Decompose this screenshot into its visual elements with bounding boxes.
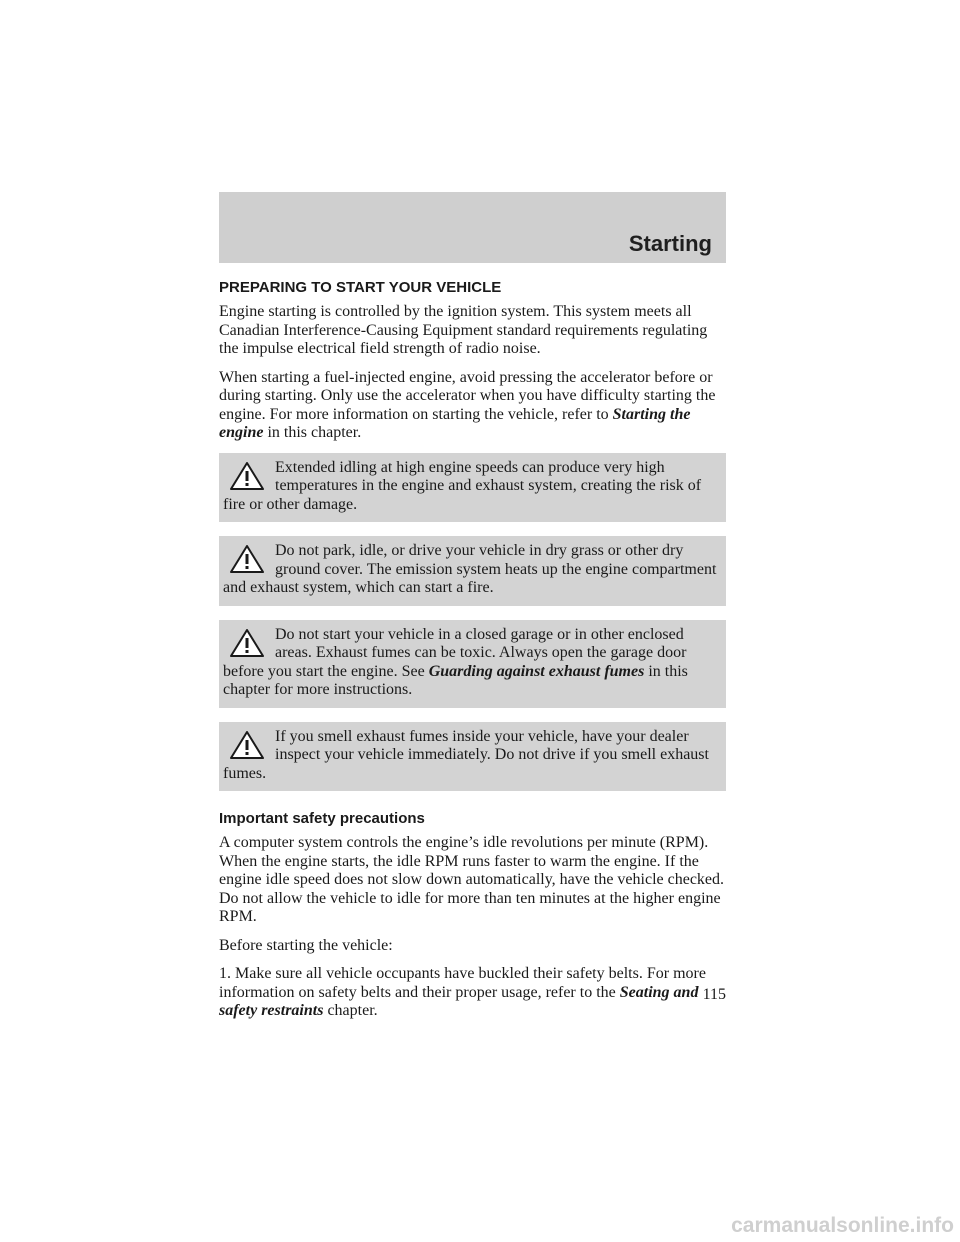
section-heading-safety: Important safety precautions — [219, 810, 425, 827]
warning-text-part: in this chapter for more instructions. — [223, 662, 688, 698]
page-number: 115 — [702, 986, 726, 1003]
page-content — [219, 278, 726, 1031]
paragraph-text: in this chapter. — [263, 424, 362, 441]
paragraph-text: When starting a fuel-injected engine, avoid pressing the accelerator before or during starting. Only use the accelerator when you have difficulty starting the engine. For more information on starting the vehicle, refer to — [219, 368, 716, 423]
cross-reference-seating: Seating and safety restraints — [219, 983, 699, 1019]
list-item-text: 1. Make sure all vehicle occupants have buckled their safety belts. For more information on safety belts and their proper usage, refer to the — [219, 965, 706, 1001]
warning-box-exhaust-smell — [219, 722, 726, 792]
paragraph-before-starting: Before starting the vehicle: — [219, 936, 393, 954]
warning-box-dry-grass — [219, 536, 726, 606]
warning-box-closed-garage — [219, 620, 726, 708]
warning-triangle-icon — [229, 628, 265, 658]
warning-text: Do not park, idle, or drive your vehicle in dry grass or other dry ground cover. The emission system heats up the engine compartment and exhaust system, which can start a fire. — [223, 542, 717, 596]
list-item-safety-belts — [219, 965, 726, 1021]
warning-triangle-icon — [229, 461, 265, 491]
chapter-header-band — [219, 192, 726, 263]
warning-text — [223, 626, 718, 700]
section-heading-preparing: PREPARING TO START YOUR VEHICLE — [219, 279, 502, 296]
cross-reference-exhaust-fumes: Guarding against exhaust fumes — [428, 662, 645, 680]
paragraph-fuel-injected — [219, 369, 726, 443]
chapter-title: Starting — [628, 231, 712, 256]
cross-reference-starting-engine: Starting the engine — [219, 405, 691, 441]
paragraph-idle-rpm: A computer system controls the engine’s idle revolutions per minute (RPM). When the engine starts, the idle RPM runs faster to warm the engine. If the engine idle speed does not slow down automatically, have the vehicle checked. Do not allow the vehicle to idle for more than ten minutes at the higher engine RPM. — [219, 834, 725, 925]
warning-text: Extended idling at high engine speeds can produce very high temperatures in the engine and exhaust system, creating the risk of fire or other damage. — [223, 458, 702, 513]
paragraph-ignition-system: Engine starting is controlled by the ignition system. This system meets all Canadian Interference-Causing Equipment standard requirements regulating the impulse electrical field strength of radio noise. — [219, 303, 708, 357]
warning-triangle-icon — [229, 730, 265, 760]
warning-box-idling — [219, 453, 726, 523]
warning-text: If you smell exhaust fumes inside your vehicle, have your dealer inspect your vehicle immediately. Do not drive if you smell exhaust fumes. — [223, 727, 709, 782]
list-item-text: chapter. — [323, 1002, 378, 1019]
site-watermark: carmanualsonline.info — [731, 1214, 954, 1237]
warning-triangle-icon — [229, 544, 265, 574]
warning-text-part: Do not start your vehicle in a closed garage or in other enclosed areas. Exhaust fumes can be toxic. Always open the garage door before you start the engine. See — [223, 625, 687, 680]
